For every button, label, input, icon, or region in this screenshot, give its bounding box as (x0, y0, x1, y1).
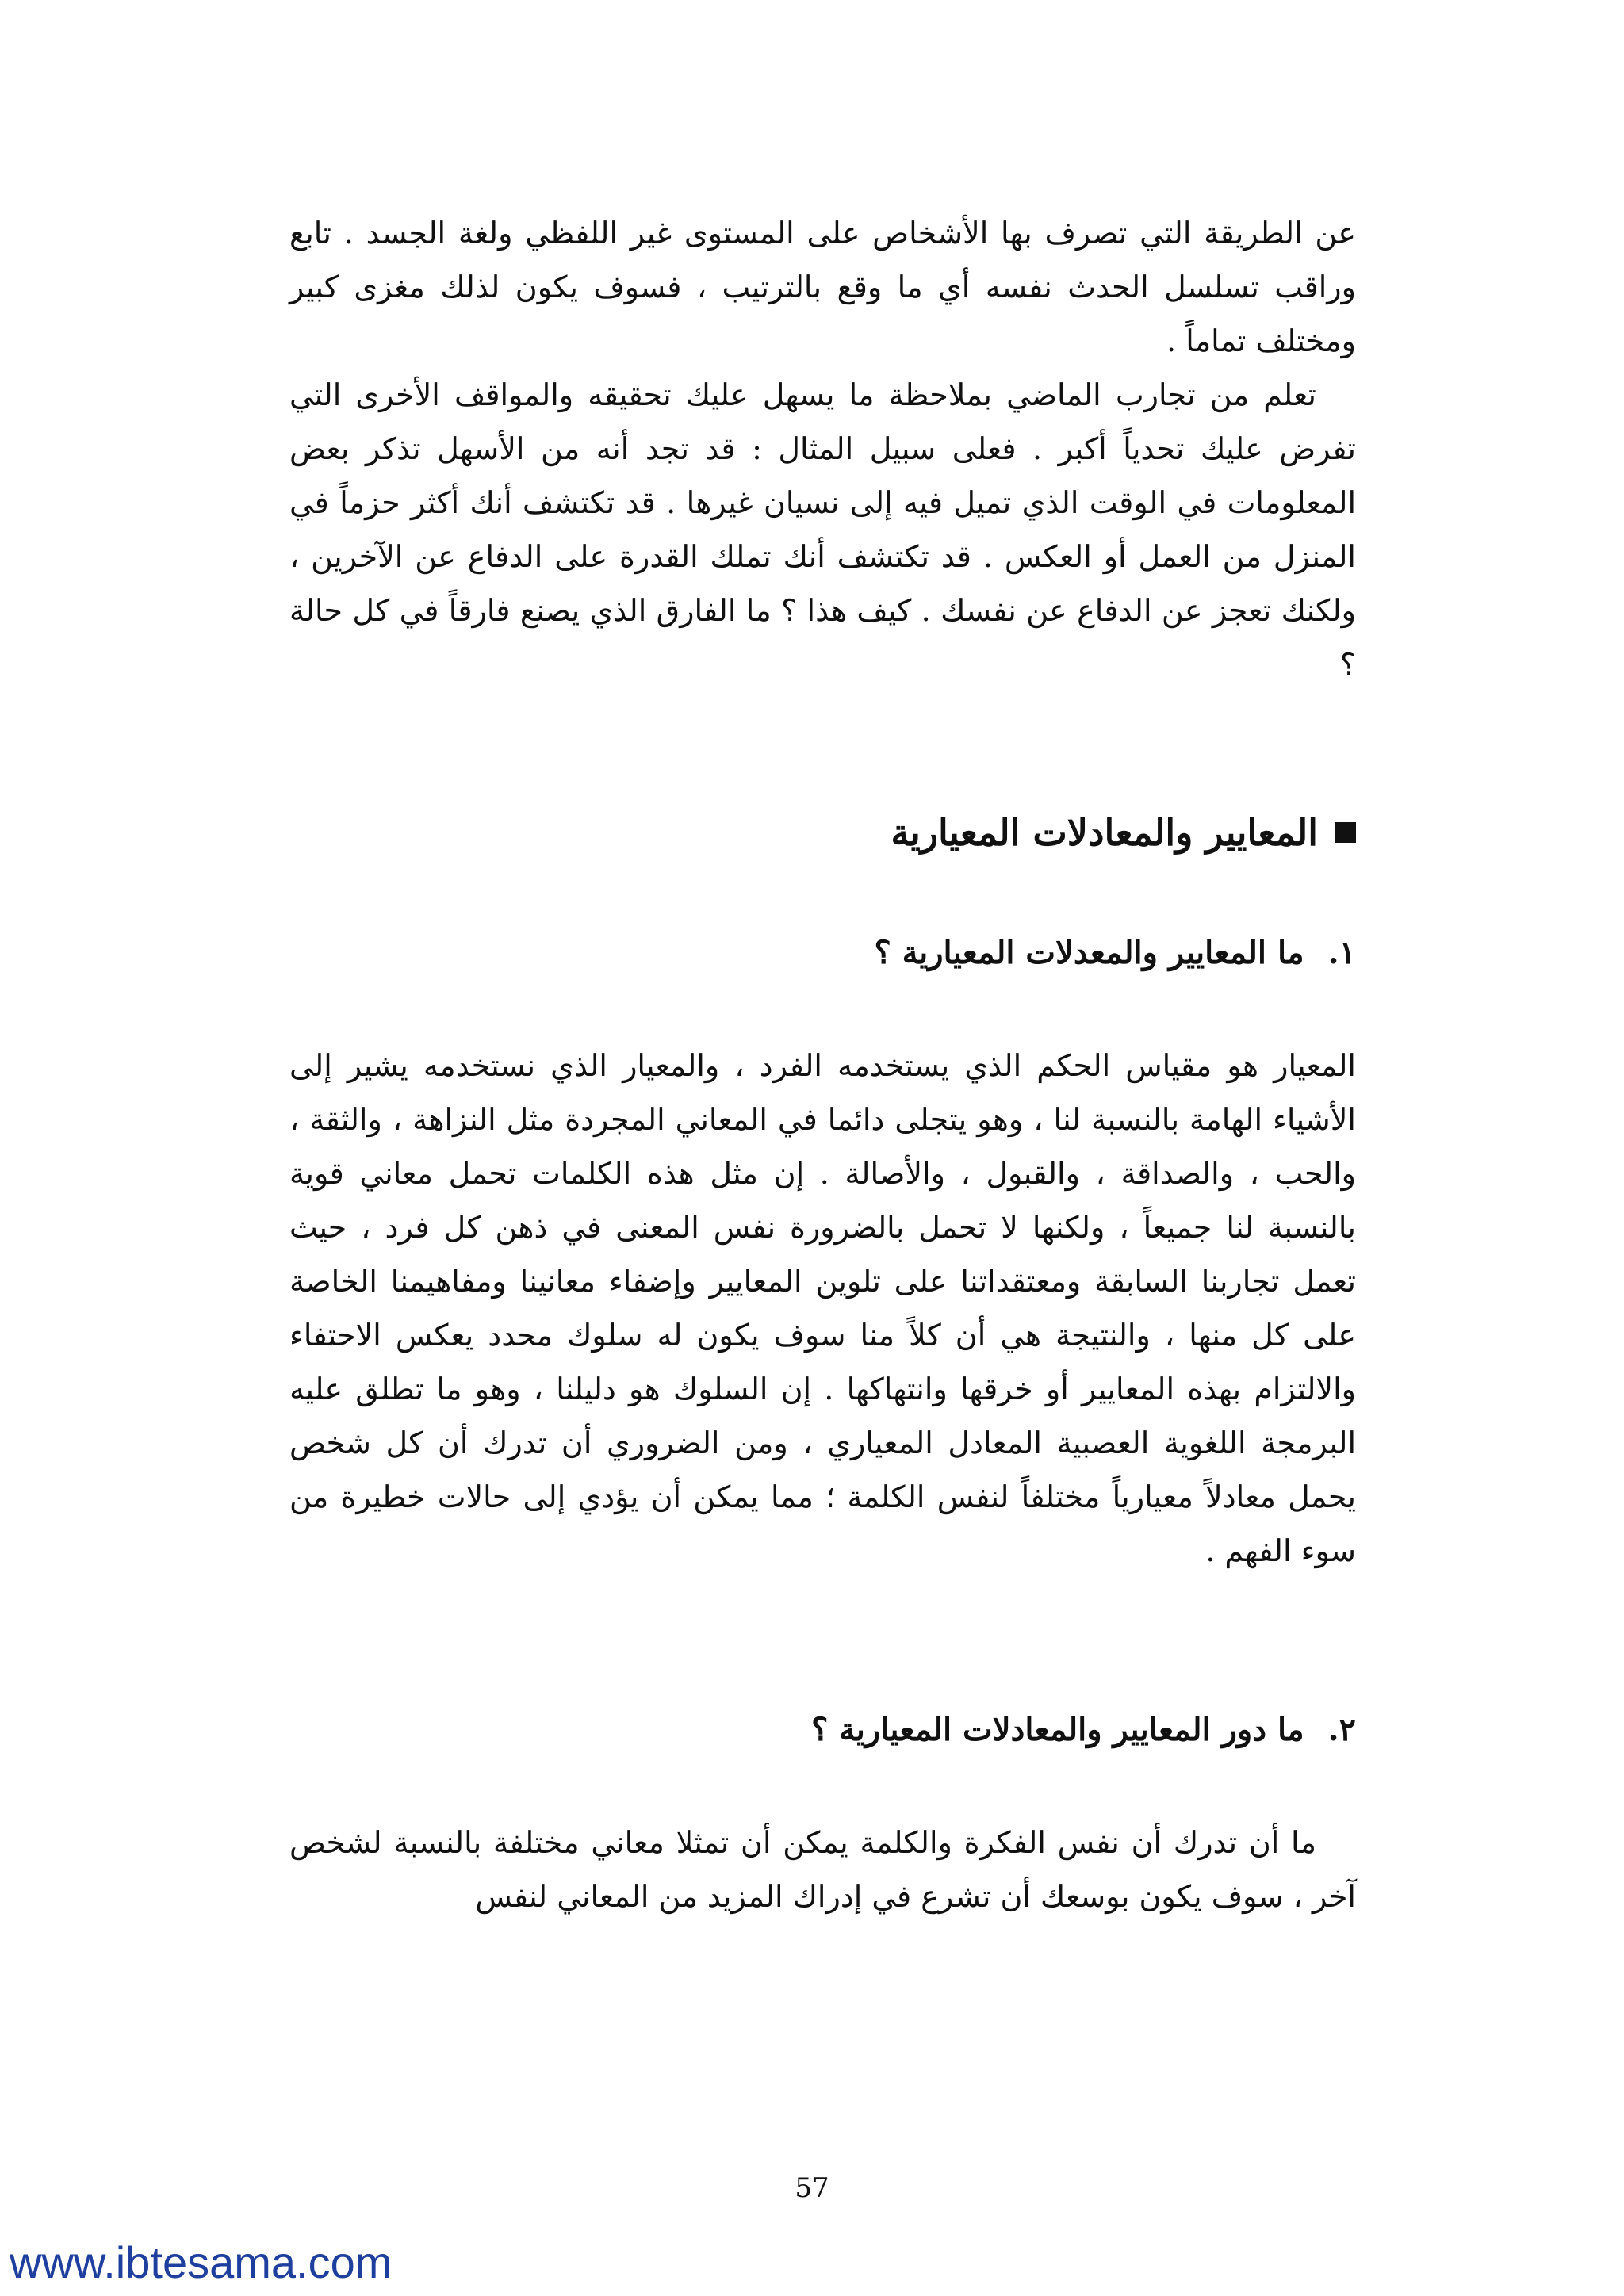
section-heading (289, 805, 1356, 860)
subheading-1-number: ١. (1327, 934, 1356, 971)
intro-text (289, 206, 1356, 691)
subheading-2 (289, 1705, 1356, 1755)
intro-paragraph-2: تعلم من تجارب الماضي بملاحظة ما يسهل عليك تحقيقه والمواقف الأخرى التي تفرض عليك تحدياً أكبر . فعلى سبيل المثال : قد تجد أنه من الأسهل تذكر بعض المعلومات في الوقت الذي تميل فيه إلى نسيان غيرها . قد تكتشف أنك أكثر حزماً في المنزل من العمل أو العكس . قد تكتشف أنك تملك القدرة على الدفاع عن الآخرين ، ولكنك تعجز عن الدفاع عن نفسك . كيف هذا ؟ ما الفارق الذي يصنع فارقاً في كل حالة ؟ (289, 377, 1356, 682)
square-bullet-icon (1335, 822, 1356, 843)
page-number: 57 (795, 2172, 829, 2204)
definition-paragraph: المعيار هو مقياس الحكم الذي يستخدمه الفرد ، والمعيار الذي نستخدمه يشير إلى الأشياء الهامة بالنسبة لنا ، وهو يتجلى دائما في المعاني المجردة مثل النزاهة ، والثقة ، والحب ، والصداقة ، والقبول ، والأصالة . إن مثل هذه الكلمات تحمل معاني قوية بالنسبة لنا جميعاً ، ولكنها لا تحمل بالضرورة نفس المعنى في ذهن كل فرد ، حيث تعمل تجاربنا السابقة ومعتقداتنا على تلوين المعايير وإضفاء معانينا ومفاهيمنا الخاصة على كل منها ، والنتيجة هي أن كلاً منا سوف يكون له سلوك محدد يعكس الاحتفاء والالتزام بهذه المعايير أو خرقها وانتهاكها . إن السلوك هو دليلنا ، وهو ما تطلق عليه البرمجة اللغوية العصبية المعادل المعياري ، ومن الضروري أن تدرك أن كل شخص يحمل معادلاً معيارياً مختلفاً لنفس الكلمة ؛ مما يمكن أن يؤدي إلى حالات خطيرة من سوء الفهم . (289, 1048, 1357, 1568)
intro-paragraph-1: عن الطريقة التي تصرف بها الأشخاص على المستوى غير اللفظي ولغة الجسد . تابع وراقب تسلسل الحدث نفسه أي ما وقع بالترتيب ، فسوف يكون لذلك مغزى كبير ومختلف تماماً . (289, 216, 1356, 358)
subheading-2-number: ٢. (1327, 1711, 1356, 1748)
role-paragraph: ما أن تدرك أن نفس الفكرة والكلمة يمكن أن تمثلا معاني مختلفة بالنسبة لشخص آخر ، سوف يكون بوسعك أن تشرع في إدراك المزيد من المعاني لنفس (289, 1825, 1356, 1914)
definition-text (289, 1039, 1356, 1578)
subheading-2-text: ما دور المعايير والمعادلات المعيارية ؟ (811, 1711, 1304, 1748)
site-watermark: www.ibtesama.com (10, 2237, 393, 2287)
subheading-1 (289, 928, 1356, 978)
role-text (289, 1816, 1356, 1923)
subheading-1-text: ما المعايير والمعدلات المعيارية ؟ (874, 934, 1304, 971)
section-heading-text: المعايير والمعادلات المعيارية (891, 811, 1318, 854)
